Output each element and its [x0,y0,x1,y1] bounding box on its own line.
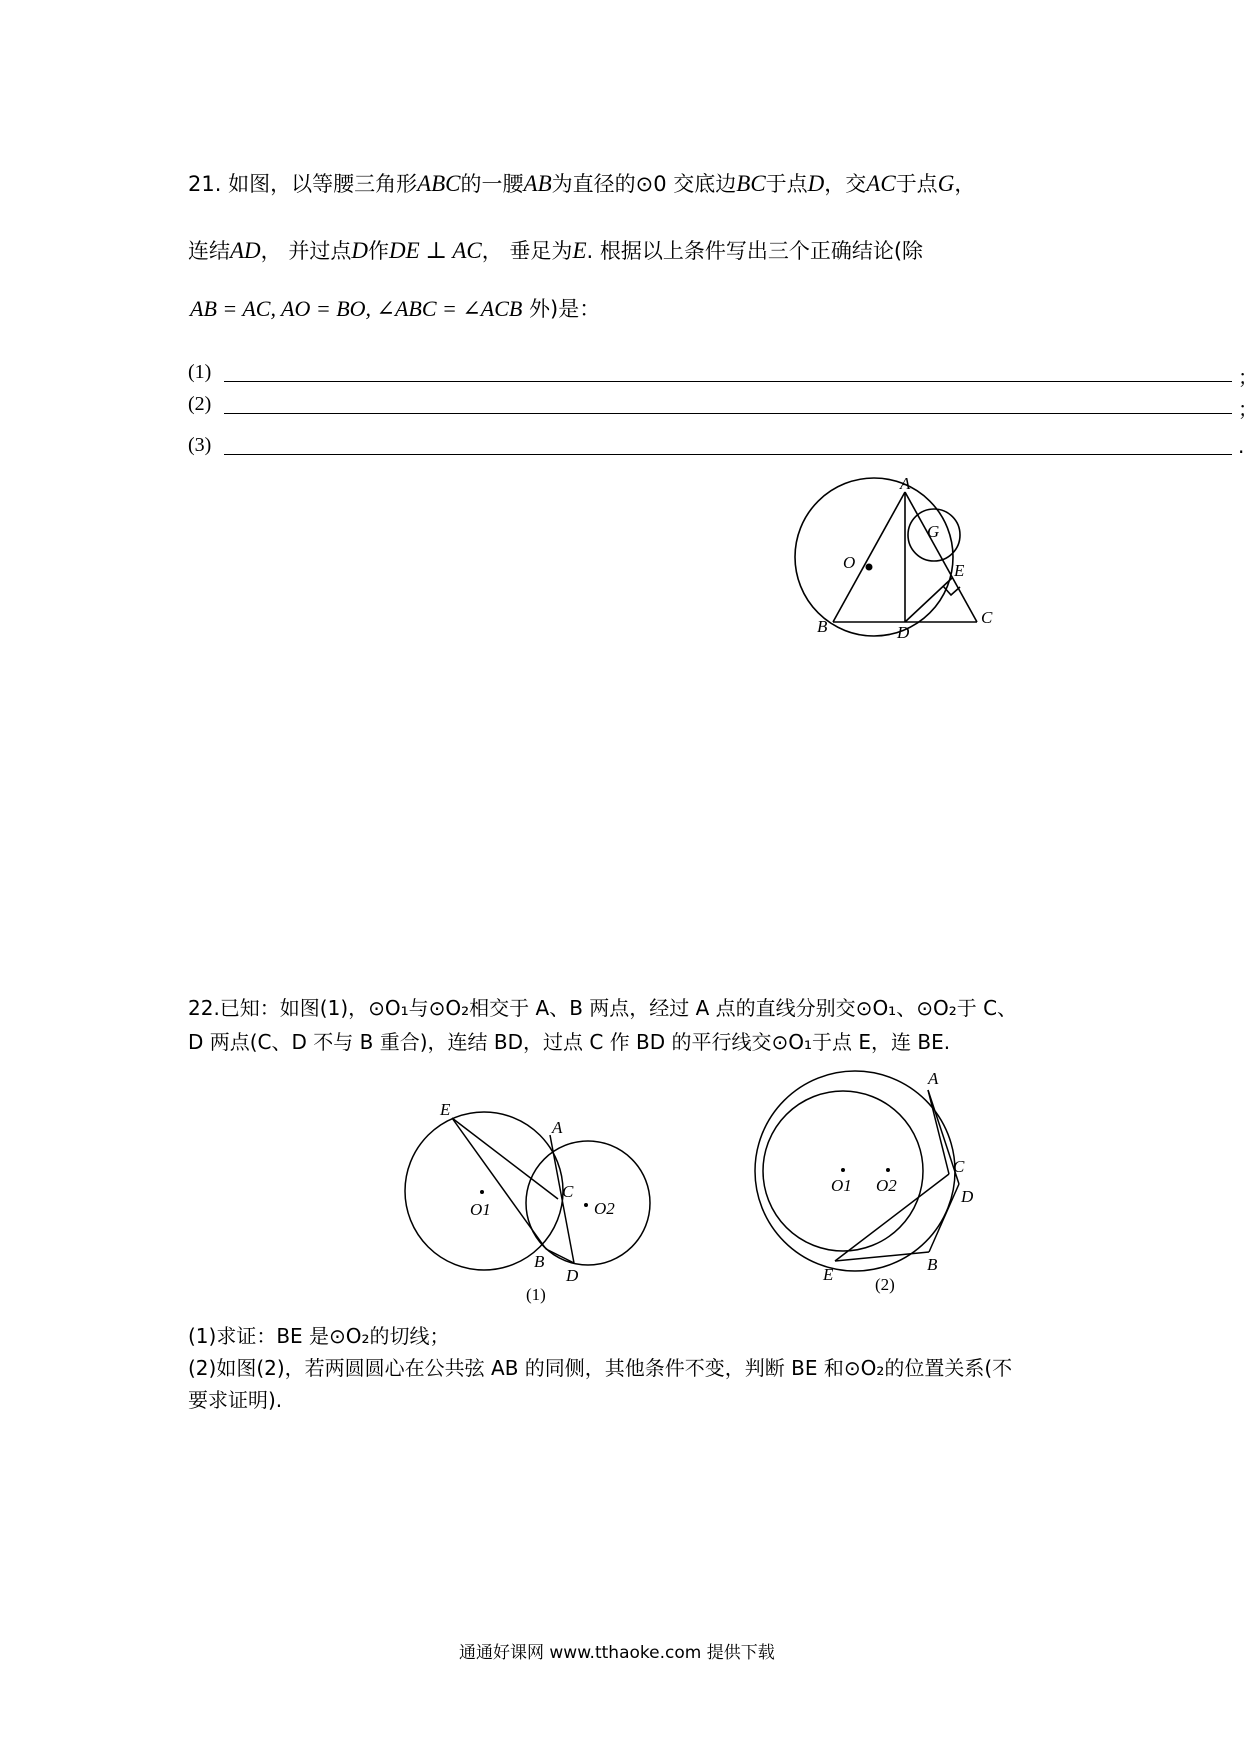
q21-text: ， 垂足为 [481,239,573,263]
q21-text: ， [954,172,976,196]
math-de-perp-ac: DE ⊥ AC [388,238,482,263]
label-d: D [961,1187,974,1206]
blank-end-mark: ； [1238,365,1258,389]
q22-part1: (1)求证：BE 是⊙O₂的切线； [188,1324,450,1348]
circle-o1 [755,1071,955,1271]
label-d: D [566,1266,579,1285]
figure-caption: (2) [875,1275,895,1294]
q21-text: ，交 [824,172,867,196]
blank-line[interactable] [224,454,1232,455]
label-o1: O1 [831,1176,852,1195]
label-c: C [562,1182,574,1201]
q21-text: 的一腰 [460,172,524,196]
label-a: A [900,474,911,493]
q21-text: 于点 [895,172,938,196]
center-dot-o2 [886,1168,890,1172]
segment-eb [452,1118,546,1249]
q21-text: 连结 [188,239,230,263]
q21-text: . 根据以上条件写出三个正确结论(除 [586,239,924,263]
label-a: A [928,1069,939,1088]
blank-label: (2) [188,393,212,415]
center-dot-o [866,564,873,571]
q22-line1: 22.已知：如图(1)，⊙O₁与⊙O₂相交于 A、B 两点，经过 A 点的直线分别交⊙O₁、⊙O₂于 C、 [188,996,1018,1020]
blank-line[interactable] [224,413,1232,414]
label-e: E [440,1100,451,1119]
q21-line3 [190,298,600,320]
blank-label: (1) [188,361,212,383]
segment-eb [835,1252,929,1261]
label-g: G [927,522,940,541]
label-a: A [552,1118,563,1137]
segment-bd [929,1184,959,1252]
label-o: O [843,553,856,572]
math-e: E [572,238,587,263]
q22-figure-2 [745,1060,990,1315]
label-b: B [534,1252,545,1271]
segment-ec [452,1118,558,1199]
label-c: C [981,608,993,627]
math-d: D [807,171,825,196]
math-ab: AB [523,171,552,196]
q21-text: 为直径的⊙0 交底边 [551,172,737,196]
q21-text: 作 [367,239,389,263]
math-ac: AC [866,171,896,196]
q22-figure-1 [400,1095,670,1310]
blank-end-mark: ； [1238,397,1258,421]
q22-part2-line1: (2)如图(2)，若两圆圆心在公共弦 AB 的同侧，其他条件不变，判断 BE 和⊙O₂的位置关系(不 [188,1356,1013,1380]
math-bc: BC [736,171,766,196]
q22-line2: D 两点(C、D 不与 B 重合)，连结 BD，过点 C 作 BD 的平行线交⊙O₁于点 E，连 BE. [188,1030,951,1054]
segment-bd [546,1249,574,1263]
blank-end-mark: . [1238,434,1245,458]
math-ad: AD [230,238,261,263]
circle-o1 [405,1112,563,1270]
figure-caption: (1) [526,1285,546,1304]
q21-text: 外)是： [529,297,601,321]
label-c: C [953,1157,965,1176]
math-g: G [937,171,955,196]
label-o2: O2 [594,1199,615,1218]
segment-ac [928,1090,949,1174]
math-abc: ABC [417,171,461,196]
page-footer: 通通好课网 www.tthaoke.com 提供下载 [459,1643,775,1663]
q21-text: ， 并过点 [260,239,352,263]
q21-line2 [188,239,923,262]
blank-label: (3) [188,434,212,456]
blank-line[interactable] [224,381,1232,382]
circle-o [795,478,953,636]
q21-text: 于点 [765,172,808,196]
q21-text: 21. 如图，以等腰三角形 [188,172,418,196]
q21-line1 [188,172,975,195]
math-given-conditions: AB = AC, AO = BO, ∠ABC = ∠ACB [190,296,523,321]
center-dot-o1 [480,1190,484,1194]
label-o2: O2 [876,1176,897,1195]
label-e: E [954,561,965,580]
center-dot-o2 [584,1203,588,1207]
math-d: D [351,238,368,263]
q21-figure [780,470,1010,650]
label-e: E [823,1265,834,1284]
segment-ac [905,492,977,622]
q22-part2-line2: 要求证明). [188,1388,283,1412]
segment-de [905,578,952,622]
label-b: B [927,1255,938,1274]
label-b: B [817,617,828,636]
label-o1: O1 [470,1200,491,1219]
label-d: D [897,623,910,642]
center-dot-o1 [841,1168,845,1172]
